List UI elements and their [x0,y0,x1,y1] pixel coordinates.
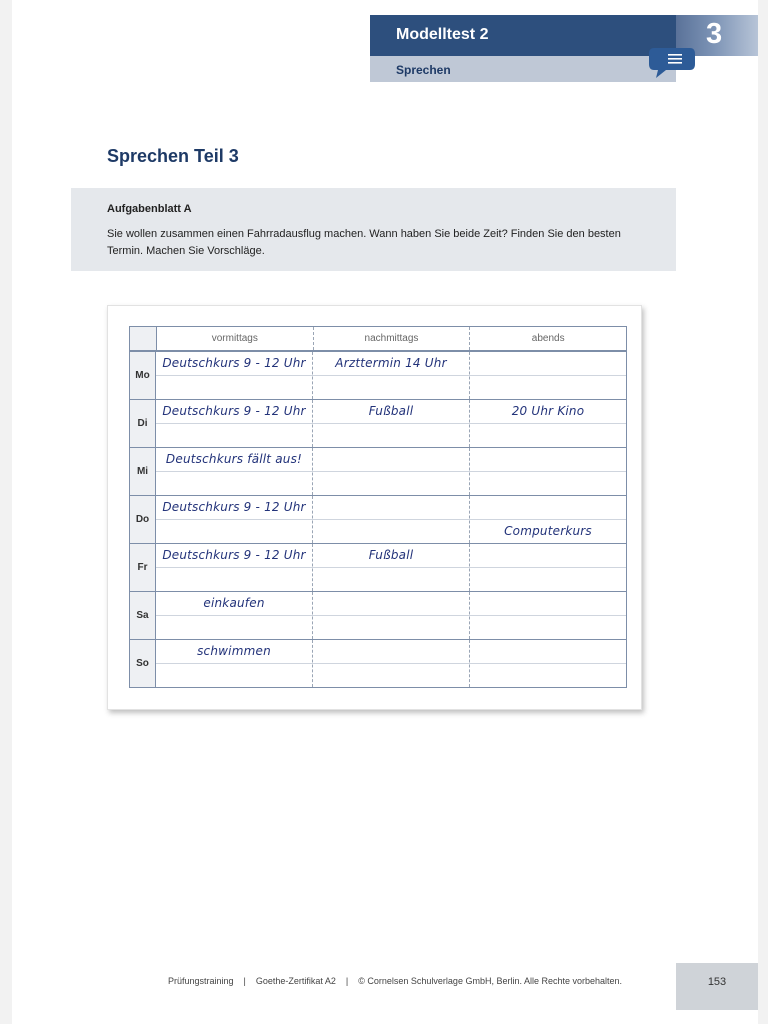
schedule-cell [470,448,626,495]
cell-entry: Computerkurs [504,524,592,538]
schedule-cell [156,640,313,687]
schedule-row-sa [130,592,626,640]
day-label: So [130,640,156,687]
footer-text: Prüfungstraining | Goethe-Zertifikat A2 | © Cornelsen Schulverlage GmbH, Berlin. Alle Rechte vorbehalten. [168,976,623,986]
cell-entry: einkaufen [203,596,265,610]
schedule-cell [313,592,470,639]
task-text: Sie wollen zusammen einen Fahrradausflug machen. Wann haben Sie beide Zeit? Finden Sie den besten Termin. Machen Sie Vorschläge. [107,228,621,257]
schedule-header-row [130,327,626,352]
day-label: Di [130,400,156,447]
schedule-corner [130,327,157,350]
page-number-box [676,963,758,1010]
cell-entry: Arzttermin 14 Uhr [335,356,447,370]
schedule-cell [470,640,626,687]
schedule-cell [470,352,626,399]
cell-entry: 20 Uhr Kino [511,404,585,418]
schedule-row-so [130,640,626,687]
schedule-card [107,305,642,710]
schedule-cell [313,640,470,687]
schedule-cell [313,400,470,447]
schedule-cell [470,592,626,639]
column-header-vormittags: vormittags [157,327,314,350]
header-subtitle-bar [370,56,676,82]
cell-entry: schwimmen [197,644,271,658]
section-title: Sprechen Teil 3 [107,146,239,166]
schedule-row-fr [130,544,626,592]
cell-entry: Deutschkurs fällt aus! [165,452,303,466]
schedule-cell [470,496,626,543]
column-header-abends: abends [531,333,565,344]
day-label: Do [130,496,156,543]
chapter-number: 3 [706,18,723,50]
schedule-cell [156,448,313,495]
schedule-cell [470,544,626,591]
header-subtitle: Sprechen [396,63,451,77]
schedule-cell [156,592,313,639]
cell-entry: Deutschkurs 9 - 12 Uhr [162,404,306,418]
page-number: 153 [707,976,727,988]
schedule-cell [313,496,470,543]
day-label: Fr [130,544,156,591]
schedule-cell [156,544,313,591]
schedule-row-mi [130,448,626,496]
schedule-cell [156,496,313,543]
day-label: Mi [130,448,156,495]
column-header-nachmittags: nachmittags [314,327,471,350]
day-label: Mo [130,352,156,399]
speech-bubble-icon [648,46,696,80]
schedule-table [129,326,627,688]
task-label: Aufgabenblatt A [107,203,192,215]
schedule-row-do [130,496,626,544]
schedule-row-mo [130,352,626,400]
day-label: Sa [130,592,156,639]
header-title: Modelltest 2 [396,26,489,43]
schedule-cell [156,352,313,399]
schedule-cell [470,400,626,447]
schedule-cell [313,352,470,399]
cell-entry: Deutschkurs 9 - 12 Uhr [162,500,306,514]
schedule-row-di [130,400,626,448]
cell-entry: Deutschkurs 9 - 12 Uhr [162,356,306,370]
schedule-cell [313,544,470,591]
schedule-cell [156,400,313,447]
task-box [71,188,676,271]
cell-entry: Deutschkurs 9 - 12 Uhr [162,548,306,562]
cell-entry: Fußball [368,404,414,418]
schedule-cell [313,448,470,495]
header-title-bar [370,15,676,56]
cell-entry: Fußball [368,548,414,562]
